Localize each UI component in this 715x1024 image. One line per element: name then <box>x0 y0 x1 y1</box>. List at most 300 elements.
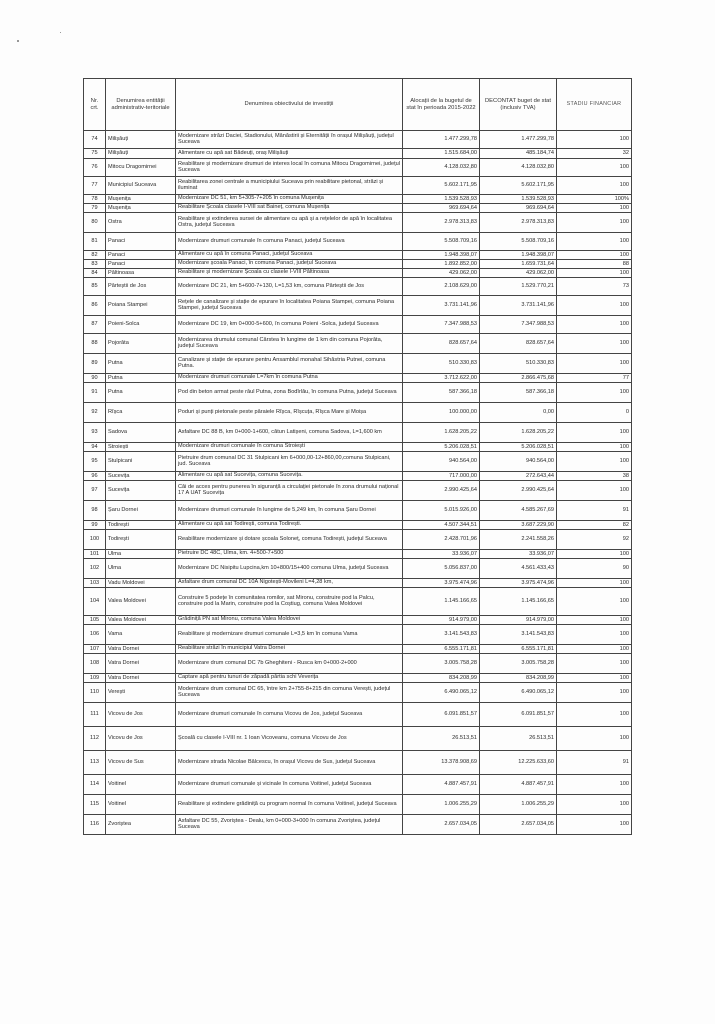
row-entity: Putna <box>106 374 176 383</box>
row-number: 101 <box>84 550 106 559</box>
row-status: 100 <box>557 481 632 501</box>
row-objective: Modernizare DC Nisipitu Lupcina,km 10+800/15+400 comuna Ulma, județul Suceava <box>176 559 403 579</box>
row-number: 104 <box>84 588 106 616</box>
row-number: 112 <box>84 727 106 751</box>
table-row <box>84 159 632 177</box>
row-entity: Sadova <box>106 423 176 443</box>
row-objective: Modernizare școala Panaci, în comuna Panaci, județul Suceava <box>176 260 403 269</box>
row-entity: Voitinel <box>106 775 176 795</box>
row-number: 76 <box>84 159 106 177</box>
row-settled: 1.145.166,65 <box>480 588 557 616</box>
row-number: 86 <box>84 296 106 316</box>
table-row <box>84 177 632 195</box>
row-entity: Vadu Moldovei <box>106 579 176 588</box>
row-status: 100 <box>557 775 632 795</box>
table-row <box>84 452 632 472</box>
table-row <box>84 472 632 481</box>
row-settled: 828.657,64 <box>480 334 557 354</box>
row-settled: 485.184,74 <box>480 149 557 159</box>
row-number: 85 <box>84 278 106 296</box>
row-number: 94 <box>84 443 106 452</box>
row-status: 100 <box>557 727 632 751</box>
row-settled: 4.887.457,91 <box>480 775 557 795</box>
row-objective: Modernizare drumuri comunale în comuna Stroiești <box>176 443 403 452</box>
row-number: 100 <box>84 530 106 550</box>
row-allocated: 2.657.034,05 <box>403 815 480 835</box>
row-allocated: 100.000,00 <box>403 403 480 423</box>
row-number: 96 <box>84 472 106 481</box>
row-settled: 0,00 <box>480 403 557 423</box>
row-status: 100 <box>557 251 632 260</box>
row-number: 107 <box>84 645 106 654</box>
row-entity: Panaci <box>106 233 176 251</box>
row-settled: 2.978.313,83 <box>480 213 557 233</box>
row-number: 78 <box>84 195 106 204</box>
row-allocated: 1.628.205,22 <box>403 423 480 443</box>
row-allocated: 4.507.344,51 <box>403 521 480 530</box>
row-objective: Modernizare drum comunal DC 7b Gheghiteni - Rusca km 0+000-2+000 <box>176 654 403 674</box>
row-status: 100 <box>557 423 632 443</box>
row-allocated: 510.330,83 <box>403 354 480 374</box>
row-allocated: 2.428.701,96 <box>403 530 480 550</box>
row-allocated: 2.978.313,83 <box>403 213 480 233</box>
row-objective: Modernizare drum comunal DC 65, între km 2+755-8+215 din comuna Verești, județul Suceava <box>176 683 403 703</box>
row-settled: 2.990.425,64 <box>480 481 557 501</box>
row-number: 87 <box>84 316 106 334</box>
row-objective: Căi de acces pentru punerea în siguranță a circulației pietonale în zona drumului național 17 A UAT Sucevița <box>176 481 403 501</box>
row-objective: Reabilitare Școala clasele I-VIII sat Baineț, comuna Mușenița <box>176 204 403 213</box>
row-status: 100 <box>557 683 632 703</box>
row-settled: 4.561.433,43 <box>480 559 557 579</box>
table-row <box>84 423 632 443</box>
row-settled: 12.225.633,60 <box>480 751 557 775</box>
row-settled: 834.208,99 <box>480 674 557 683</box>
row-status: 100 <box>557 654 632 674</box>
table-row <box>84 645 632 654</box>
row-status: 100 <box>557 815 632 835</box>
row-entity: Șaru Dornei <box>106 501 176 521</box>
row-number: 75 <box>84 149 106 159</box>
row-entity: Verești <box>106 683 176 703</box>
row-entity: Stroiești <box>106 443 176 452</box>
row-settled: 2.657.034,05 <box>480 815 557 835</box>
row-number: 114 <box>84 775 106 795</box>
row-objective: Reabilitarea zonei centrale a municipiului Suceava prin reabilitare pietonal, străzi și iluminat <box>176 177 403 195</box>
row-number: 89 <box>84 354 106 374</box>
row-allocated: 828.657,64 <box>403 334 480 354</box>
row-settled: 1.659.731,64 <box>480 260 557 269</box>
row-allocated: 6.091.851,57 <box>403 703 480 727</box>
row-number: 116 <box>84 815 106 835</box>
row-settled: 6.490.065,12 <box>480 683 557 703</box>
row-objective: Pod din beton armat peste râul Putna, zona Bodîrlău, în comuna Putna, județul Suceava <box>176 383 403 403</box>
row-entity: Mușenița <box>106 204 176 213</box>
table-row <box>84 443 632 452</box>
row-allocated: 940.564,00 <box>403 452 480 472</box>
row-number: 82 <box>84 251 106 260</box>
row-allocated: 3.731.141,96 <box>403 296 480 316</box>
row-entity: Vicovu de Sus <box>106 751 176 775</box>
row-settled: 6.555.171,81 <box>480 645 557 654</box>
table-row <box>84 795 632 815</box>
row-entity: Pârteștii de Jos <box>106 278 176 296</box>
row-objective: Reabilitare și extindere grădiniță cu program normal în comuna Voitinel, județul Suceava <box>176 795 403 815</box>
row-allocated: 26.513,51 <box>403 727 480 751</box>
row-status: 100% <box>557 195 632 204</box>
investment-table <box>83 78 632 835</box>
row-status: 88 <box>557 260 632 269</box>
row-objective: Alimentare cu apă în comuna Panaci, județul Suceava <box>176 251 403 260</box>
table-row <box>84 775 632 795</box>
row-settled: 5.602.171,95 <box>480 177 557 195</box>
row-status: 77 <box>557 374 632 383</box>
row-number: 91 <box>84 383 106 403</box>
table-row <box>84 316 632 334</box>
row-number: 77 <box>84 177 106 195</box>
row-entity: Voitinel <box>106 795 176 815</box>
row-allocated: 717.000,00 <box>403 472 480 481</box>
row-allocated: 5.602.171,95 <box>403 177 480 195</box>
row-settled: 26.513,51 <box>480 727 557 751</box>
row-number: 84 <box>84 269 106 278</box>
row-settled: 429.062,00 <box>480 269 557 278</box>
row-status: 100 <box>557 213 632 233</box>
row-entity: Poiana Stampei <box>106 296 176 316</box>
row-settled: 3.005.758,28 <box>480 654 557 674</box>
row-settled: 914.979,00 <box>480 616 557 625</box>
row-settled: 7.347.988,53 <box>480 316 557 334</box>
row-entity: Sucevița <box>106 481 176 501</box>
row-entity: Vatra Dornei <box>106 654 176 674</box>
row-objective: Modernizare DC 51, km 5+305-7+205 în comuna Mușenița <box>176 195 403 204</box>
scan-speck <box>60 32 61 33</box>
row-objective: Modernizare DC 21, km 5+600-7+130, L=1,53 km, comuna Pârteștii de Jos <box>176 278 403 296</box>
row-allocated: 1.477.299,78 <box>403 131 480 149</box>
row-status: 100 <box>557 452 632 472</box>
row-number: 110 <box>84 683 106 703</box>
row-settled: 3.141.543,83 <box>480 625 557 645</box>
header-objective: Denumirea obiectivului de investiții <box>176 79 403 131</box>
row-allocated: 3.975.474,96 <box>403 579 480 588</box>
row-entity: Vatra Dornei <box>106 674 176 683</box>
row-settled: 969.694,64 <box>480 204 557 213</box>
row-number: 81 <box>84 233 106 251</box>
row-settled: 1.477.299,78 <box>480 131 557 149</box>
table-row <box>84 131 632 149</box>
table-row <box>84 501 632 521</box>
row-settled: 272.643,44 <box>480 472 557 481</box>
row-entity: Todirești <box>106 530 176 550</box>
row-status: 100 <box>557 296 632 316</box>
row-status: 100 <box>557 233 632 251</box>
row-status: 91 <box>557 751 632 775</box>
row-status: 73 <box>557 278 632 296</box>
row-allocated: 3.712.622,00 <box>403 374 480 383</box>
row-allocated: 5.206.028,51 <box>403 443 480 452</box>
row-settled: 1.948.398,07 <box>480 251 557 260</box>
header-entity: Denumirea entității administrativ-teritoriale <box>106 79 176 131</box>
row-entity: Zvoriștea <box>106 815 176 835</box>
row-number: 80 <box>84 213 106 233</box>
row-number: 98 <box>84 501 106 521</box>
row-entity: Valea Moldovei <box>106 588 176 616</box>
row-number: 74 <box>84 131 106 149</box>
row-entity: Sucevița <box>106 472 176 481</box>
row-allocated: 6.555.171,81 <box>403 645 480 654</box>
row-status: 100 <box>557 383 632 403</box>
row-number: 88 <box>84 334 106 354</box>
row-status: 100 <box>557 131 632 149</box>
table-row <box>84 616 632 625</box>
table-row <box>84 481 632 501</box>
row-objective: Canalizare și stație de epurare pentru Ansamblul monahal Sihăstria Putnei, comuna Putna. <box>176 354 403 374</box>
row-settled: 4.128.032,80 <box>480 159 557 177</box>
row-entity: Vicovu de Jos <box>106 703 176 727</box>
row-number: 106 <box>84 625 106 645</box>
row-objective: Asfaltare DC 88 B, km 0+000-1+600, cătun Latișeni, comuna Sadova, L=1,600 km <box>176 423 403 443</box>
row-objective: Modernizarea drumului comunal Cârstea în lungime de 1 km din comuna Pojorâta, județul Suceava <box>176 334 403 354</box>
row-allocated: 429.062,00 <box>403 269 480 278</box>
row-status: 91 <box>557 501 632 521</box>
row-number: 93 <box>84 423 106 443</box>
row-entity: Vatra Dornei <box>106 645 176 654</box>
row-number: 103 <box>84 579 106 588</box>
row-settled: 5.206.028,51 <box>480 443 557 452</box>
row-status: 100 <box>557 550 632 559</box>
table-row <box>84 260 632 269</box>
row-number: 99 <box>84 521 106 530</box>
table-row <box>84 213 632 233</box>
row-entity: Municipiul Suceava <box>106 177 176 195</box>
row-status: 38 <box>557 472 632 481</box>
row-objective: Modernizare străzi Daciei, Stadionului, Mănăstirii și Eternității în orașul Milișăuți, județul Suceava <box>176 131 403 149</box>
row-allocated: 5.508.709,16 <box>403 233 480 251</box>
table-row <box>84 251 632 260</box>
row-entity: Milișăuți <box>106 131 176 149</box>
table-row <box>84 727 632 751</box>
row-objective: Modernizare DC 19, km 0+000-5+600, în comuna Poieni -Solca, județul Suceava <box>176 316 403 334</box>
row-status: 100 <box>557 334 632 354</box>
row-number: 115 <box>84 795 106 815</box>
row-objective: Asfaltare drum comunal DC 10A Nigotești-Movileni L=4,28 km, <box>176 579 403 588</box>
table-row <box>84 625 632 645</box>
row-allocated: 13.378.908,69 <box>403 751 480 775</box>
row-number: 92 <box>84 403 106 423</box>
row-status: 100 <box>557 579 632 588</box>
row-settled: 33.936,07 <box>480 550 557 559</box>
row-status: 90 <box>557 559 632 579</box>
row-objective: Alimentare cu apă sat Todirești, comuna Todirești. <box>176 521 403 530</box>
row-settled: 3.687.229,90 <box>480 521 557 530</box>
table-row <box>84 559 632 579</box>
row-allocated: 4.128.032,80 <box>403 159 480 177</box>
row-status: 100 <box>557 354 632 374</box>
table-row <box>84 674 632 683</box>
table-row <box>84 204 632 213</box>
row-objective: Modernizare strada Nicolae Bălcescu, în orașul Vicovu de Sus, județul Suceava <box>176 751 403 775</box>
row-settled: 1.539.528,93 <box>480 195 557 204</box>
row-entity: Valea Moldovei <box>106 616 176 625</box>
table-row <box>84 530 632 550</box>
row-entity: Ulma <box>106 550 176 559</box>
row-status: 100 <box>557 625 632 645</box>
row-objective: Reabilitare și extinderea sursei de alimentare cu apă și a rețelelor de apă în localitatea Ostra, județul Suceava <box>176 213 403 233</box>
row-entity: Putna <box>106 354 176 374</box>
header-allocated: Alocații de la bugetul de stat în perioada 2015-2022 <box>403 79 480 131</box>
row-allocated: 2.990.425,64 <box>403 481 480 501</box>
row-number: 105 <box>84 616 106 625</box>
row-allocated: 7.347.988,53 <box>403 316 480 334</box>
row-objective: Captare apă pentru tunuri de zăpadă pârtia schi Veverița <box>176 674 403 683</box>
row-settled: 4.585.267,69 <box>480 501 557 521</box>
row-objective: Reabilitare modernizare și dotare școala Soloneț, comuna Todirești, județul Suceava <box>176 530 403 550</box>
row-allocated: 1.515.684,00 <box>403 149 480 159</box>
table-row <box>84 751 632 775</box>
table-row <box>84 654 632 674</box>
row-entity: Ulma <box>106 559 176 579</box>
row-status: 100 <box>557 316 632 334</box>
table-row <box>84 521 632 530</box>
row-objective: Reabilitare și modernizare drumuri comunale L=3,5 km în comuna Vama <box>176 625 403 645</box>
row-allocated: 1.948.398,07 <box>403 251 480 260</box>
row-number: 113 <box>84 751 106 775</box>
row-objective: Alimentare cu apă sat Bădeuți, oraș Milișăuți <box>176 149 403 159</box>
row-allocated: 6.490.065,12 <box>403 683 480 703</box>
table-row <box>84 588 632 616</box>
table-header-row <box>84 79 632 131</box>
row-settled: 1.529.770,21 <box>480 278 557 296</box>
table-row <box>84 579 632 588</box>
row-allocated: 3.005.758,28 <box>403 654 480 674</box>
row-entity: Panaci <box>106 251 176 260</box>
row-status: 100 <box>557 159 632 177</box>
table-row <box>84 334 632 354</box>
table-row <box>84 233 632 251</box>
row-objective: Pietruire DC 48C, Ulma, km. 4+500-7+500 <box>176 550 403 559</box>
table-row <box>84 269 632 278</box>
table-row <box>84 296 632 316</box>
row-status: 100 <box>557 177 632 195</box>
table-row <box>84 149 632 159</box>
row-objective: Modernizare drumuri comunale în comuna Panaci, județul Suceava <box>176 233 403 251</box>
row-settled: 1.006.255,29 <box>480 795 557 815</box>
row-entity: Mitocu Dragomirnei <box>106 159 176 177</box>
row-number: 111 <box>84 703 106 727</box>
row-status: 100 <box>557 645 632 654</box>
row-status: 92 <box>557 530 632 550</box>
row-status: 100 <box>557 588 632 616</box>
row-objective: Modernizare drumuri comunale L=7km în comuna Putna <box>176 374 403 383</box>
row-allocated: 1.892.852,00 <box>403 260 480 269</box>
row-status: 32 <box>557 149 632 159</box>
row-number: 102 <box>84 559 106 579</box>
row-entity: Poieni-Solca <box>106 316 176 334</box>
row-entity: Panaci <box>106 260 176 269</box>
row-objective: Modernizare drumuri comunale în lungime de 5,249 km, în comuna Șaru Dornei <box>176 501 403 521</box>
row-objective: Rețele de canalizare și stație de epurare în localitatea Poiana Stampei, comuna Poiana Stampei, județul Suceava <box>176 296 403 316</box>
row-objective: Alimentare cu apă sat Sucevița, comuna Sucevița. <box>176 472 403 481</box>
header-status: STADIU FINANCIAR <box>557 79 632 131</box>
table-row <box>84 383 632 403</box>
row-objective: Modernizare drumuri comunale în comuna Vicovu de Jos, județul Suceava <box>176 703 403 727</box>
row-allocated: 1.145.166,65 <box>403 588 480 616</box>
table-row <box>84 195 632 204</box>
row-allocated: 834.208,99 <box>403 674 480 683</box>
table-row <box>84 550 632 559</box>
row-allocated: 33.936,07 <box>403 550 480 559</box>
table-row <box>84 374 632 383</box>
row-entity: Vama <box>106 625 176 645</box>
header-nr: Nr. crt. <box>84 79 106 131</box>
header-settled: DECONTAT buget de stat (inclusiv TVA) <box>480 79 557 131</box>
row-objective: Reabilitare străzi în municipiul Vatra Dornei <box>176 645 403 654</box>
row-entity: Rîșca <box>106 403 176 423</box>
scan-speck <box>17 40 19 42</box>
row-status: 100 <box>557 269 632 278</box>
table-row <box>84 278 632 296</box>
row-status: 82 <box>557 521 632 530</box>
row-entity: Pojorâta <box>106 334 176 354</box>
row-allocated: 914.979,00 <box>403 616 480 625</box>
table-body <box>84 131 632 835</box>
row-entity: Păltinoasa <box>106 269 176 278</box>
row-allocated: 4.887.457,91 <box>403 775 480 795</box>
row-objective: Modernizare drumuri comunale și vicinale în comuna Voitinel, județul Suceava <box>176 775 403 795</box>
row-allocated: 1.539.528,93 <box>403 195 480 204</box>
row-settled: 2.241.558,26 <box>480 530 557 550</box>
row-allocated: 587.366,18 <box>403 383 480 403</box>
row-allocated: 1.006.255,29 <box>403 795 480 815</box>
row-settled: 1.628.205,22 <box>480 423 557 443</box>
row-number: 90 <box>84 374 106 383</box>
row-status: 100 <box>557 795 632 815</box>
table-row <box>84 403 632 423</box>
row-objective: Poduri și punți pietonale peste pâraiele Rîșca, Rîșcuța, Rîșca Mare și Moișa <box>176 403 403 423</box>
table-row <box>84 703 632 727</box>
row-objective: Școală cu clasele I-VIII nr. 1 Ioan Vicoveanu, comuna Vicovu de Jos <box>176 727 403 751</box>
row-entity: Putna <box>106 383 176 403</box>
row-settled: 6.091.851,57 <box>480 703 557 727</box>
row-number: 109 <box>84 674 106 683</box>
row-objective: Asfaltare DC 55, Zvoriștea - Dealu, km 0+000-3+000 în comuna Zvoriștea, județul Suceava <box>176 815 403 835</box>
row-objective: Reabilitare și modernizare drumuri de interes local în comuna Mitocu Dragomirnei, județul Suceava <box>176 159 403 177</box>
row-entity: Ostra <box>106 213 176 233</box>
row-settled: 3.731.141,96 <box>480 296 557 316</box>
row-status: 0 <box>557 403 632 423</box>
table-row <box>84 354 632 374</box>
row-objective: Grădiniță PN sat Mironu, comuna Valea Moldovei <box>176 616 403 625</box>
row-number: 97 <box>84 481 106 501</box>
row-settled: 2.866.475,68 <box>480 374 557 383</box>
row-objective: Construire 5 podețe în comunitatea romilor, sat Mironu, construire pod la Palcu, construire pod la Marin, construire pod la Coștiug, comuna Valea Moldovei <box>176 588 403 616</box>
table-row <box>84 683 632 703</box>
row-allocated: 2.108.629,00 <box>403 278 480 296</box>
row-entity: Todirești <box>106 521 176 530</box>
row-settled: 510.330,83 <box>480 354 557 374</box>
row-entity: Mușenița <box>106 195 176 204</box>
row-status: 100 <box>557 703 632 727</box>
row-number: 83 <box>84 260 106 269</box>
row-settled: 5.508.709,16 <box>480 233 557 251</box>
row-allocated: 5.015.926,00 <box>403 501 480 521</box>
row-number: 95 <box>84 452 106 472</box>
row-status: 100 <box>557 674 632 683</box>
row-allocated: 3.141.543,83 <box>403 625 480 645</box>
row-settled: 3.975.474,96 <box>480 579 557 588</box>
row-objective: Pietruire drum comunal DC 31 Stulpicani km 6+000,00-12+860,00,comuna Stulpicani, jud. Suceava <box>176 452 403 472</box>
row-settled: 587.366,18 <box>480 383 557 403</box>
row-allocated: 969.694,64 <box>403 204 480 213</box>
